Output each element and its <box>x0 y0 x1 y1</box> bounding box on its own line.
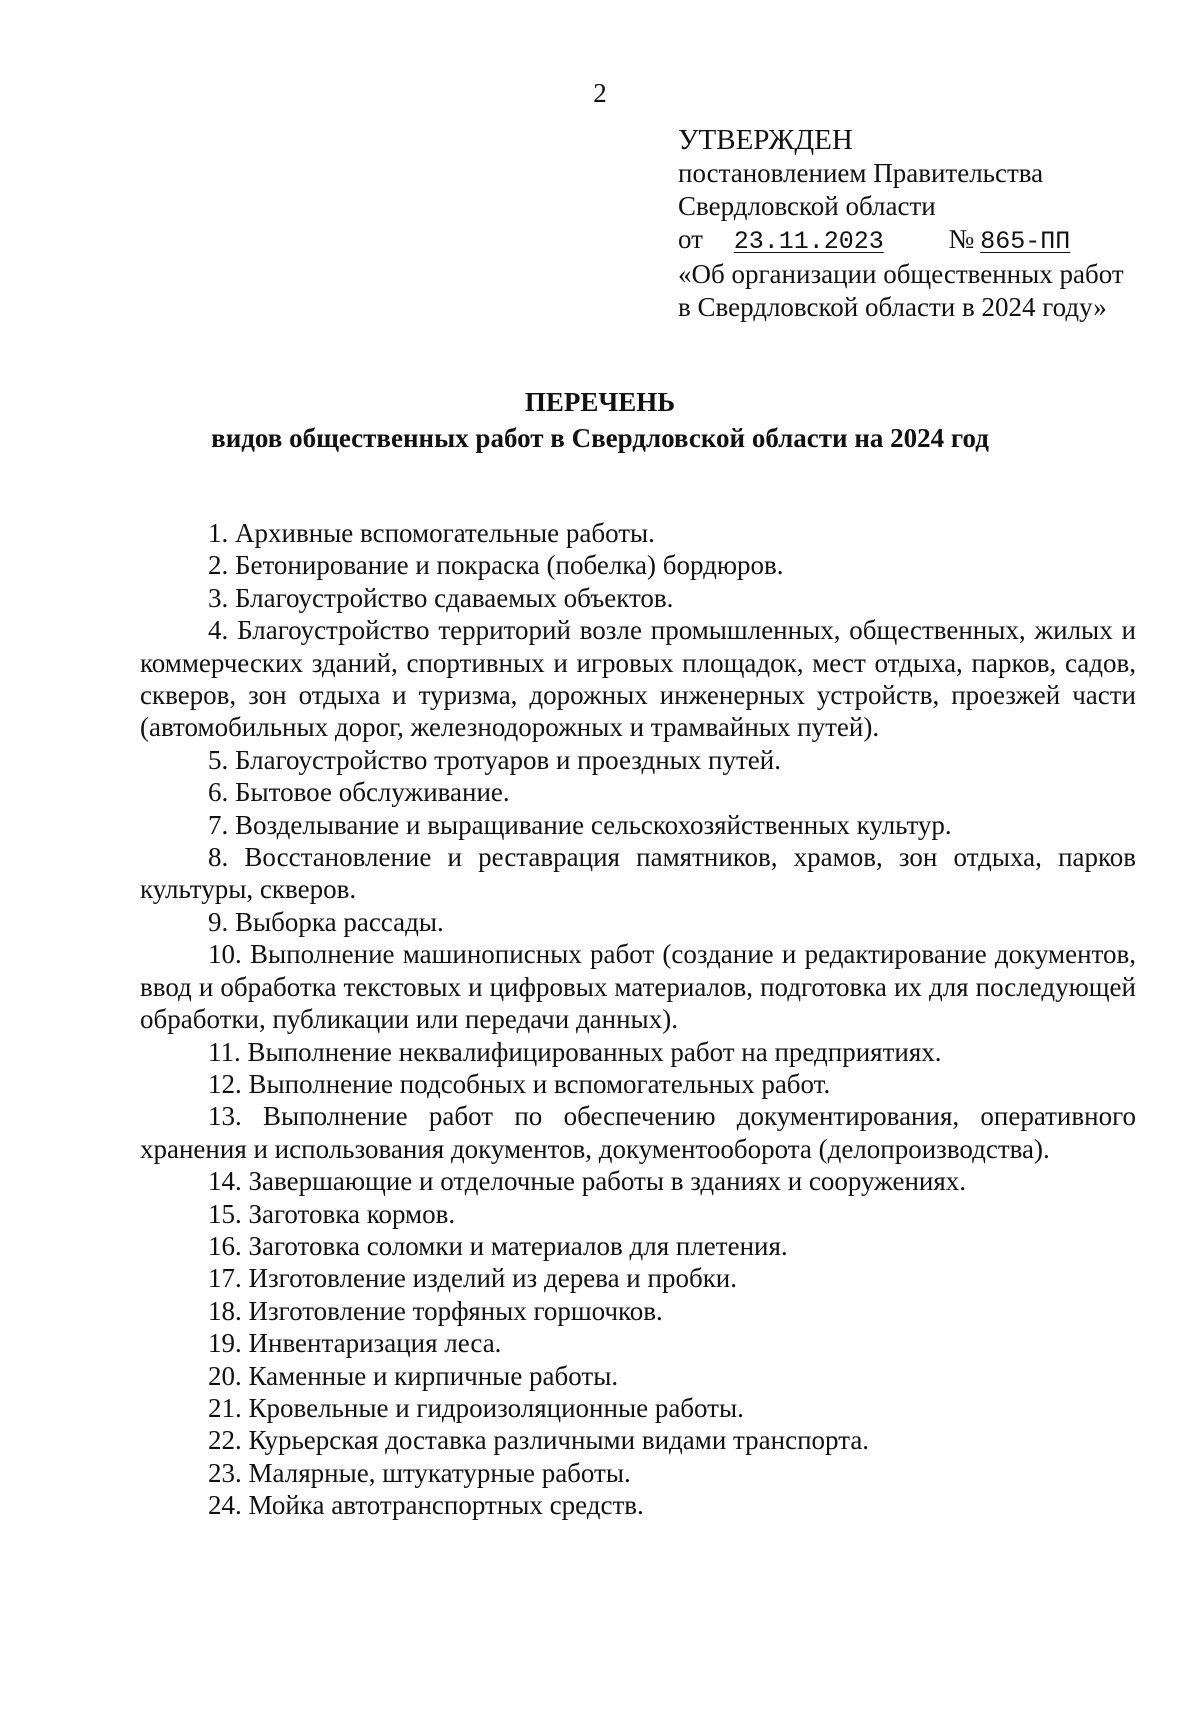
approval-line-1: постановлением Правительства <box>678 158 1044 188</box>
list-item: 21. Кровельные и гидроизоляционные работы. <box>208 1392 744 1423</box>
list-item: 6. Бытовое обслуживание. <box>208 777 510 808</box>
list-item: 17. Изготовление изделий из дерева и пробки. <box>208 1263 738 1294</box>
list-item: 18. Изготовление торфяных горшочков. <box>208 1295 663 1326</box>
list-item: 23. Малярные, штукатурные работы. <box>208 1457 631 1488</box>
list-item: 10. Выполнение машинописных работ (создание и редактирование документов, ввод и обработка текстовых и цифровых материалов, подготовка их для последующей обработки, публикации или передачи данных). <box>140 939 1136 1035</box>
list-item: 8. Восстановление и реставрация памятников, храмов, зон отдыха, парков культуры, скверов. <box>140 842 1136 905</box>
list-item: 11. Выполнение неквалифицированных работ на предприятиях. <box>208 1036 942 1067</box>
title-sub: видов общественных работ в Свердловской области на 2024 год <box>211 423 989 453</box>
document-title <box>0 384 1200 456</box>
page-number: 2 <box>593 78 607 108</box>
title-main: ПЕРЕЧЕНЬ <box>524 387 676 417</box>
approval-date-line <box>678 223 1124 258</box>
list-item: 12. Выполнение подсобных и вспомогательных работ. <box>208 1068 831 1099</box>
list-item: 15. Заготовка кормов. <box>208 1198 456 1229</box>
list-item: 16. Заготовка соломки и материалов для плетения. <box>208 1230 788 1261</box>
list-item: 13. Выполнение работ по обеспечению документирования, оперативного хранения и использования документов, документооборота (делопроизводства). <box>140 1101 1136 1164</box>
approval-number: 865-ПП <box>980 227 1071 256</box>
list-item: 1. Архивные вспомогательные работы. <box>208 518 655 548</box>
list-item: 20. Каменные и кирпичные работы. <box>208 1360 619 1391</box>
list-item: 9. Выборка рассады. <box>208 906 444 937</box>
approval-date: 23.11.2023 <box>733 227 884 256</box>
works-list <box>140 517 1136 1522</box>
list-item: 22. Курьерская доставка различными видами транспорта. <box>208 1425 870 1456</box>
approval-line-2: Свердловской области <box>678 191 936 221</box>
approval-subject-line-1: «Об организации общественных работ <box>678 259 1124 289</box>
list-item: 7. Возделывание и выращивание сельскохозяйственных культур. <box>208 809 952 840</box>
list-item: 3. Благоустройство сдаваемых объектов. <box>208 582 674 613</box>
list-item: 14. Завершающие и отделочные работы в зданиях и сооружениях. <box>208 1166 967 1197</box>
approval-subject-line-2: в Свердловской области в 2024 году» <box>678 292 1107 322</box>
list-item: 19. Инвентаризация леса. <box>208 1328 502 1359</box>
list-item: 2. Бетонирование и покраска (побелка) бордюров. <box>208 550 784 581</box>
list-item: 5. Благоустройство тротуаров и проездных путей. <box>208 744 781 775</box>
date-prefix: от <box>678 224 703 254</box>
approval-heading: УТВЕРЖДЕН <box>678 124 853 156</box>
approval-block <box>678 124 1124 324</box>
number-prefix: № <box>948 224 975 254</box>
list-item: 24. Мойка автотранспортных средств. <box>208 1490 644 1521</box>
list-item: 4. Благоустройство территорий возле промышленных, общественных, жилых и коммерческих зданий, спортивных и игровых площадок, мест отдыха, парков, садов, скверов, зон отдыха и туризма, дорожных инженерных устройств, проезжей части (автомобильных дорог, железнодорожных и трамвайных путей). <box>140 615 1136 743</box>
